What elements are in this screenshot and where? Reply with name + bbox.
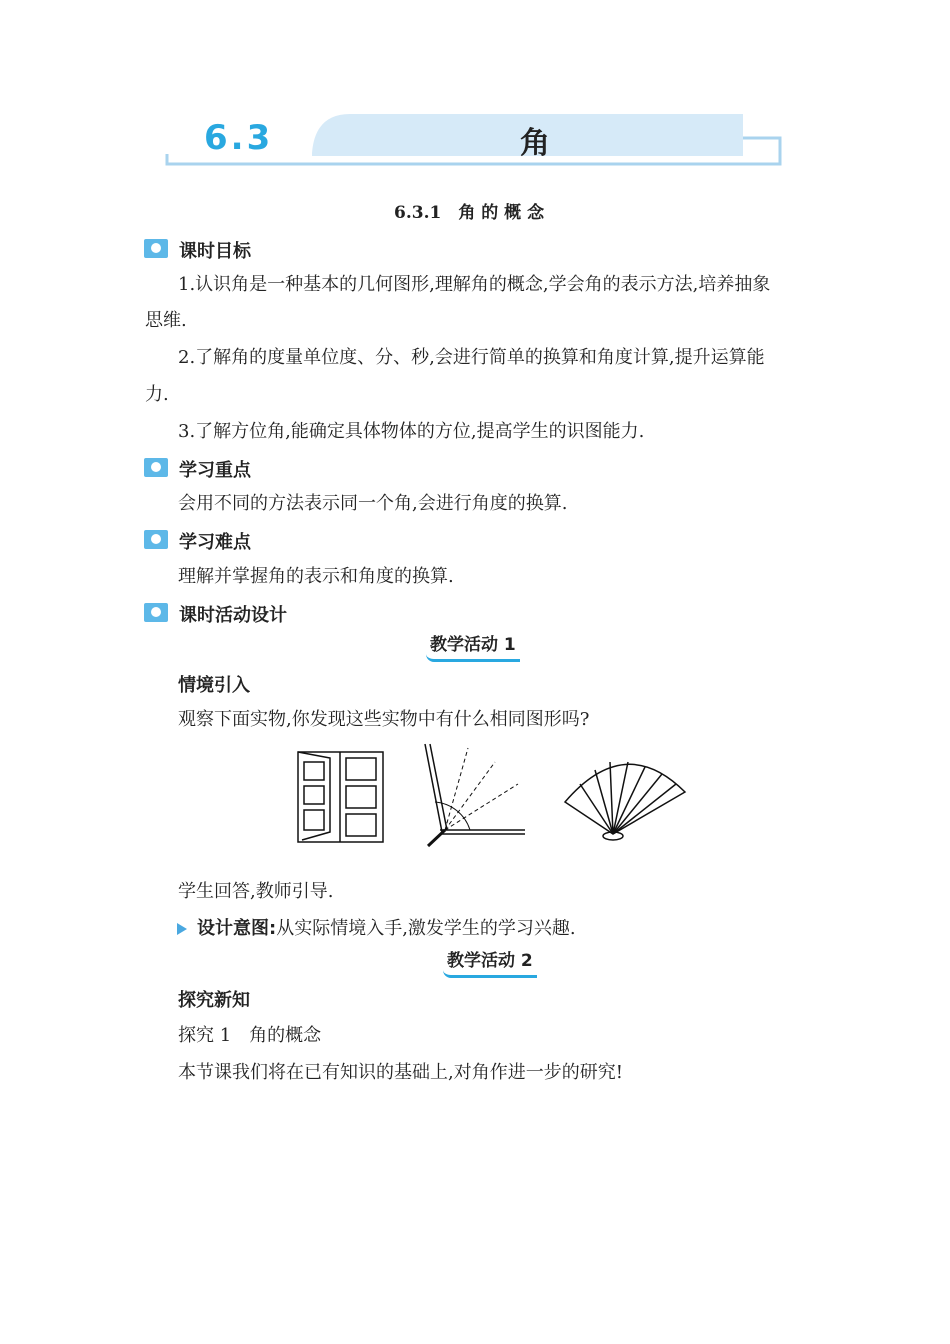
design-intent bbox=[197, 918, 576, 940]
illustrations bbox=[290, 742, 690, 850]
key-points-heading: 学习重点 bbox=[179, 460, 251, 481]
objectives-heading: 课时目标 bbox=[179, 241, 251, 262]
difficulties-text: 理解并掌握角的表示和角度的换算. bbox=[178, 566, 454, 587]
explore-1-label: 探究 1 角的概念 bbox=[178, 1025, 322, 1046]
activity-1-question: 观察下面实物,你发现这些实物中有什么相同图形吗? bbox=[178, 709, 590, 730]
activity-1-answer: 学生回答,教师引导. bbox=[178, 881, 334, 902]
key-points-text: 会用不同的方法表示同一个角,会进行角度的换算. bbox=[178, 493, 568, 514]
book-icon bbox=[143, 237, 169, 259]
design-intent-label: 设计意图: bbox=[197, 918, 277, 939]
design-heading: 课时活动设计 bbox=[179, 605, 287, 626]
objective-2: 2.了解角的度量单位度、分、秒,会进行简单的换算和角度计算,提升运算能 bbox=[178, 347, 765, 368]
window-figure bbox=[298, 752, 383, 842]
section-number: 6.3 bbox=[204, 118, 274, 158]
compass-figure bbox=[425, 744, 525, 846]
objective-1: 1.认识角是一种基本的几何图形,理解角的概念,学会角的表示方法,培养抽象 bbox=[178, 274, 771, 295]
activity-2-label: 教学活动 2 bbox=[443, 950, 537, 978]
activity-2-subheading: 探究新知 bbox=[178, 990, 250, 1011]
triangle-bullet-icon bbox=[176, 922, 188, 936]
objective-2-cont: 力. bbox=[145, 384, 169, 405]
fan-figure bbox=[565, 762, 685, 840]
activity-2-text: 本节课我们将在已有知识的基础上,对角作进一步的研究! bbox=[178, 1062, 623, 1083]
subsection-title: 6.3.1 角 的 概 念 bbox=[394, 203, 545, 223]
objective-3: 3.了解方位角,能确定具体物体的方位,提高学生的识图能力. bbox=[178, 421, 645, 442]
section-title: 角 bbox=[520, 126, 550, 161]
activity-1-label: 教学活动 1 bbox=[426, 634, 520, 662]
difficulties-heading: 学习难点 bbox=[179, 532, 251, 553]
book-icon bbox=[143, 528, 169, 550]
book-icon bbox=[143, 456, 169, 478]
activity-1-subheading: 情境引入 bbox=[178, 675, 250, 696]
book-icon bbox=[143, 601, 169, 623]
objective-1-cont: 思维. bbox=[145, 310, 187, 331]
design-intent-text: 从实际情境入手,激发学生的学习兴趣. bbox=[276, 918, 576, 939]
